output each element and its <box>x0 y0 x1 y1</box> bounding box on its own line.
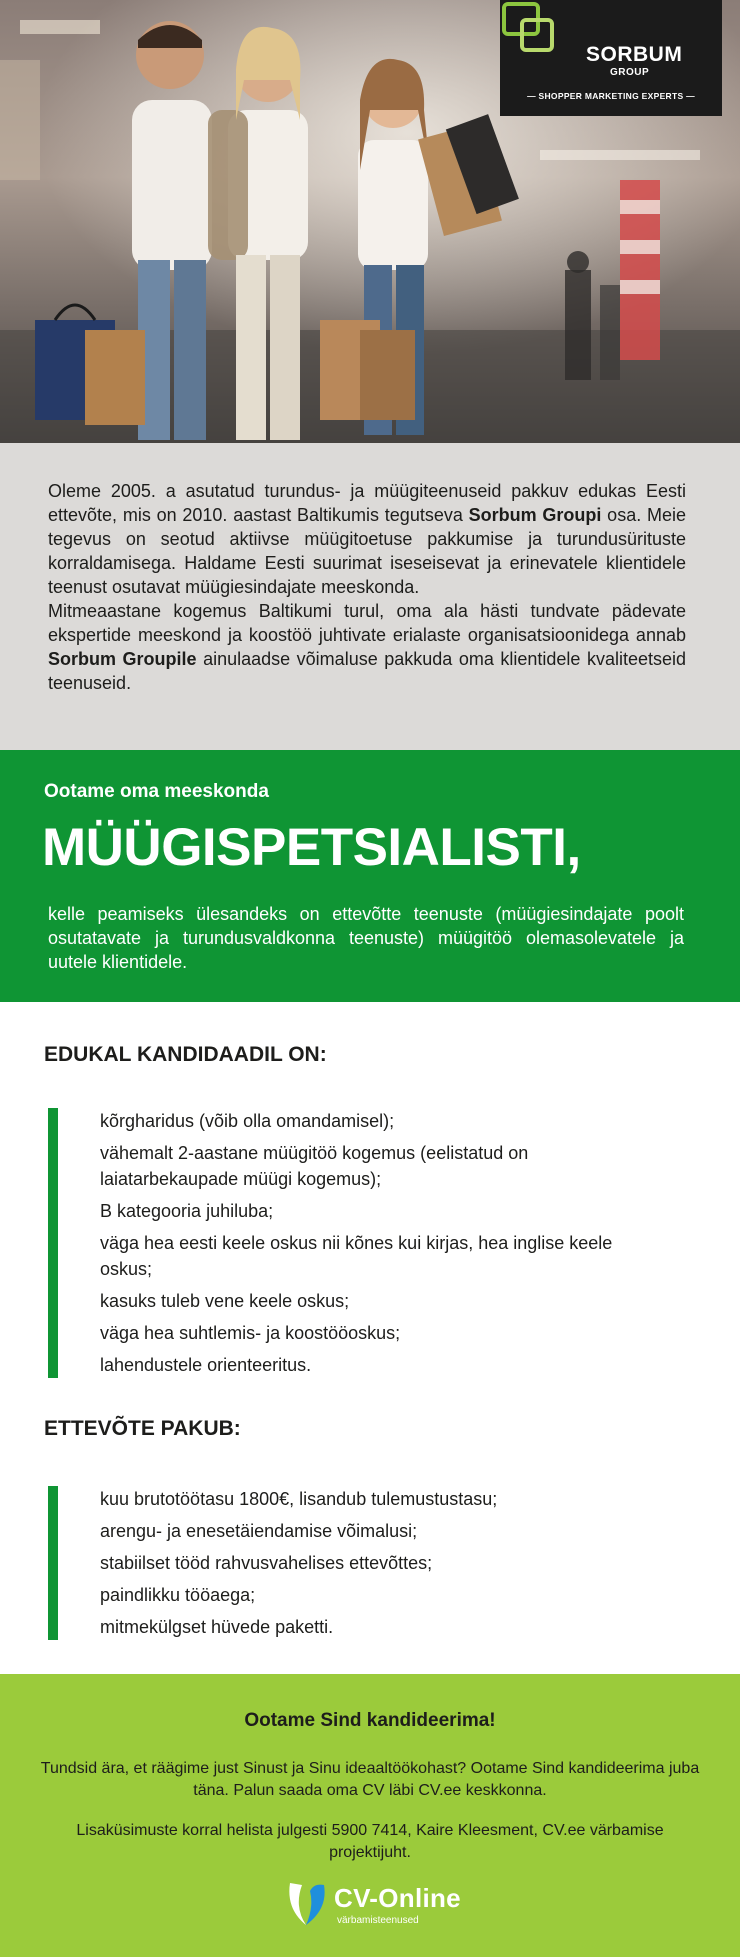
job-title: MÜÜGISPETSIALISTI, <box>42 818 581 877</box>
intro-paragraph-2: Mitmeaastane kogemus Baltikumi turul, oma ala hästi tundvate pädevate ekspertide meeskond ja koostöö juhtivate erialaste organisatsioonidega annab Sorbum Groupile ainulaadse võimaluse pakkuda oma klientidele kvaliteetseid teenuseid. <box>48 601 686 693</box>
list-item: stabiilset tööd rahvusvahelises ettevõttes; <box>100 1553 433 1573</box>
hero-image <box>0 0 740 443</box>
job-description: kelle peamiseks ülesandeks on ettevõtte teenuste (müügiesindajate poolt osutatavate ja turundusvaldkonna teenuste) müügitöö olemasolevatele ja uutele klientidele. <box>48 904 684 972</box>
requirements-list <box>48 1108 660 1378</box>
intro-paragraph-1: Oleme 2005. a asutatud turundus- ja müügiteenuseid pakkuv edukas Eesti ettevõte, mis on 2010. aastast Baltikumis tegutseva Sorbum Groupi osa. Meie tegevus on seotud aktiivse müügitoetuse pakkumise ja turundusürituste korraldamisega. Haldame Eesti suurimat iseseisevat ja erinevatele klientidele teenust osutavat müügiesindajate meeskonda. <box>48 481 686 597</box>
list-item: paindlikku tööaega; <box>100 1585 256 1605</box>
cv-online-logo[interactable] <box>284 1877 484 1933</box>
logo-name: SORBUM <box>586 43 683 66</box>
list-item: väga hea eesti keele oskus nii kõnes kui kirjas, hea inglise keele oskus; <box>100 1233 613 1279</box>
logo-tagline: — SHOPPER MARKETING EXPERTS — <box>527 91 695 101</box>
sorbum-logo <box>500 0 722 116</box>
accent-bar <box>48 1108 58 1378</box>
cv-online-wordmark: CV-Online <box>334 1883 461 1913</box>
company-name: Sorbum Groupi <box>468 505 602 525</box>
list-item: kasuks tuleb vene keele oskus; <box>100 1291 350 1311</box>
list-item: väga hea suhtlemis- ja koostööoskus; <box>100 1323 401 1343</box>
contact-text: Lisaküsimuste korral helista julgesti 5900 7414, Kaire Kleesment, CV.ee värbamise projektijuht. <box>76 1822 664 1861</box>
sorbum-logo-mark-icon <box>500 0 556 56</box>
company-name: Sorbum Groupile <box>48 649 197 669</box>
list-item: kuu brutotöötasu 1800€, lisandub tulemustustasu; <box>100 1489 498 1509</box>
footer-cta <box>0 1674 740 1957</box>
list-item: vähemalt 2-aastane müügitöö kogemus (eelistatud on laiatarbekaupade müügi kogemus); <box>100 1143 529 1189</box>
list-item: arengu- ja enesetäiendamise võimalusi; <box>100 1521 418 1541</box>
cta-text: Tundsid ära, et räägime just Sinust ja Sinu ideaaltöökohast? Ootame Sind kandideerima juba täna. Palun saada oma CV läbi CV.ee keskkonna. <box>40 1760 700 1799</box>
offer-title: ETTEVÕTE PAKUB: <box>44 1417 241 1440</box>
offer-list <box>48 1486 660 1640</box>
list-item: kõrgharidus (võib olla omandamisel); <box>100 1111 395 1131</box>
job-banner <box>0 750 740 1002</box>
list-item: B kategooria juhiluba; <box>100 1201 274 1221</box>
cta-heading: Ootame Sind kandideerima! <box>244 1710 496 1731</box>
requirements-title: EDUKAL KANDIDAADIL ON: <box>44 1043 327 1066</box>
banner-subtitle: Ootame oma meeskonda <box>44 781 269 802</box>
logo-group: GROUP <box>610 67 650 78</box>
list-item: mitmekülgset hüvede paketti. <box>100 1617 334 1637</box>
intro-section <box>0 443 740 750</box>
list-item: lahendustele orienteeritus. <box>100 1355 312 1375</box>
cv-online-mark-icon <box>284 1879 330 1929</box>
cv-online-subtitle: värbamisteenused <box>337 1915 419 1926</box>
accent-bar <box>48 1486 58 1640</box>
